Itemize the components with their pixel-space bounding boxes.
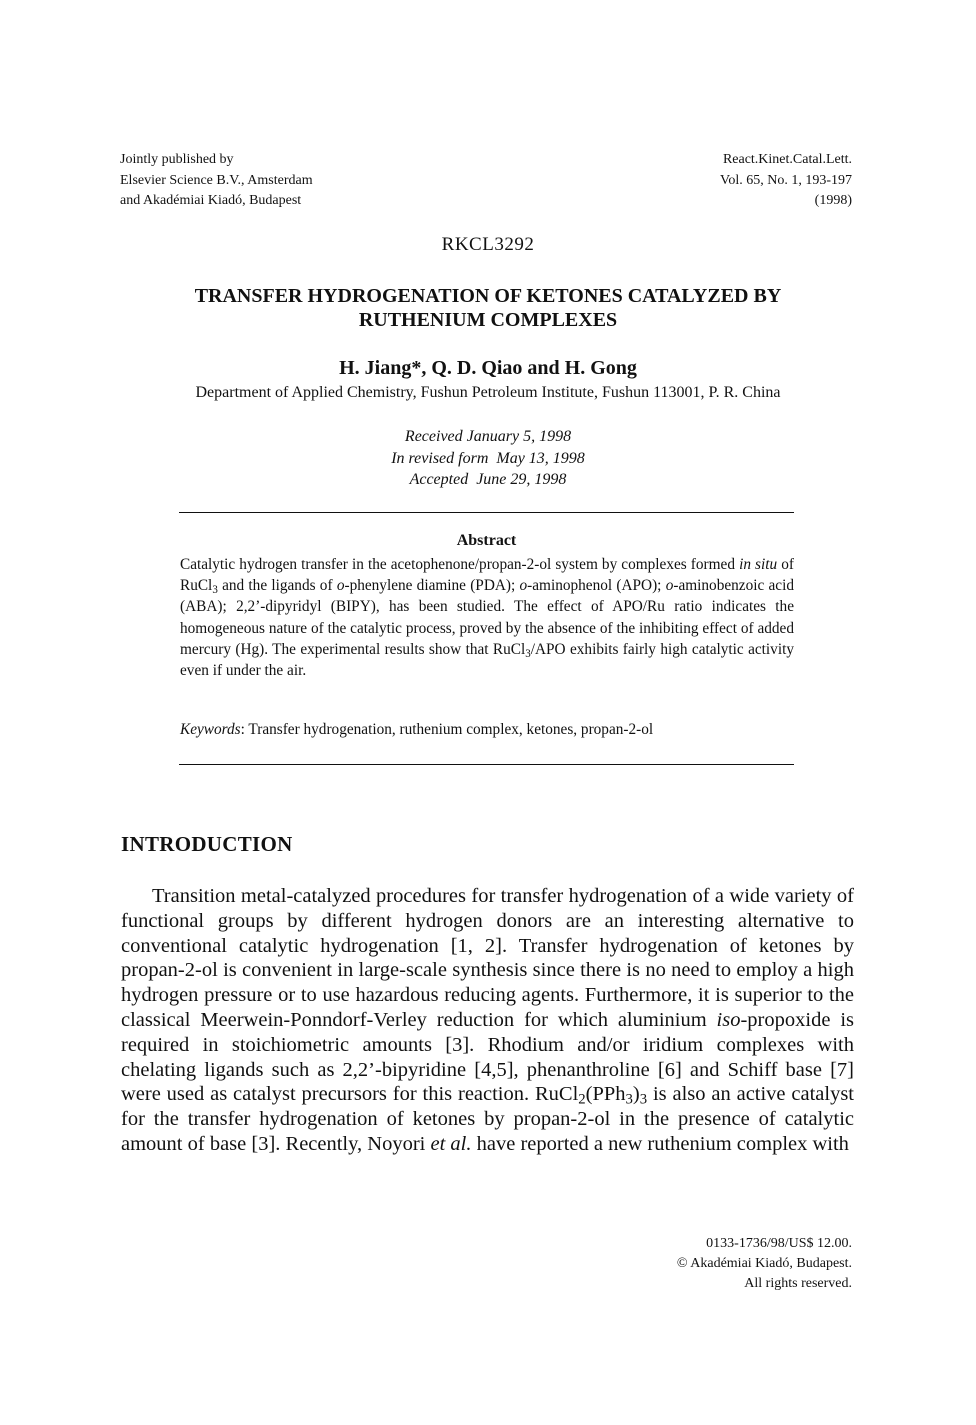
intro-run-italic: iso bbox=[716, 1008, 741, 1031]
accepted-date: Accepted June 29, 1998 bbox=[409, 471, 567, 488]
journal-line: Vol. 65, No. 1, 193-197 bbox=[720, 172, 852, 188]
submission-dates bbox=[0, 426, 976, 491]
abstract-run: /APO exhibits fairly high catalytic activity even if under the air. bbox=[180, 640, 794, 680]
abstract-run-italic: in situ bbox=[739, 556, 778, 573]
abstract-run-italic: o bbox=[519, 577, 528, 595]
footer-line: © Akadémiai Kiadó, Budapest. bbox=[676, 1256, 852, 1271]
abstract-run: and the ligands of bbox=[217, 577, 337, 595]
publisher-info bbox=[120, 150, 313, 212]
abstract-run-italic: o bbox=[665, 577, 674, 595]
introduction-paragraph bbox=[121, 884, 854, 1157]
journal-line: (1998) bbox=[814, 193, 852, 208]
intro-run: is also an active catalyst for the transfer hydrogenation of ketones by propan-2-ol in the presence of catalytic amount of base [3]. Recently, Noyori bbox=[121, 1083, 854, 1155]
title-line: TRANSFER HYDROGENATION OF KETONES CATALYZED BY bbox=[194, 285, 782, 307]
abstract-text bbox=[180, 554, 794, 681]
subscript: 3 bbox=[525, 647, 531, 660]
abstract-run: Catalytic hydrogen transfer in the acetophenone/propan-2-ol system by complexes formed bbox=[180, 556, 740, 573]
abstract-run: -aminobenzoic acid (ABA); 2,2’-dipyridyl (BIPY), has been studied. The effect of APO/Ru ratio indicates the homogeneous nature of the catalytic process, proved by the absence of the inhibiting effect of added mercury (Hg). The experimental results show that RuCl bbox=[180, 577, 794, 658]
intro-run-italic: et al. bbox=[430, 1132, 472, 1155]
abstract-run: -phenylene diamine (PDA); bbox=[344, 577, 520, 595]
divider-top bbox=[179, 512, 794, 513]
affiliation: Department of Applied Chemistry, Fushun Petroleum Institute, Fushun 113001, P. R. China bbox=[195, 384, 781, 401]
copyright-footer bbox=[677, 1234, 852, 1294]
abstract-run-italic: o bbox=[336, 577, 345, 595]
article-code: RKCL3292 bbox=[441, 234, 535, 255]
section-heading: INTRODUCTION bbox=[121, 832, 293, 856]
publisher-line: Jointly published by bbox=[120, 152, 234, 167]
footer-line: All rights reserved. bbox=[744, 1276, 852, 1291]
intro-run: Transition metal-catalyzed procedures for transfer hydrogenation of a wide variety of functional groups by different hydrogen donors are an interesting alternative to conventional catalytic hydrogenation [1, 2]. Transfer hydrogenation of ketones by propan-2-ol is convenient in large-scale synthesis since there is no need to employ a high hydrogen pressure or to use hazardous reducing agents. Furthermore, it is superior to the classical Meerwein-Ponndorf-Verley reduction for which aluminium bbox=[121, 885, 854, 1031]
received-date: Received January 5, 1998 bbox=[404, 428, 572, 445]
intro-run: -propoxide is required in stoichiometric amounts [3]. Rhodium and/or iridium complexes with chelating ligands such as 2,2’-bipyridine [4,5], phenanthroline [6] and Schiff base [7] were used as catalyst precursors for this reaction. RuCl bbox=[121, 1008, 854, 1106]
subscript: 3 bbox=[625, 1092, 633, 1109]
subscript: 2 bbox=[578, 1092, 586, 1109]
intro-run: (PPh bbox=[585, 1083, 626, 1106]
subscript: 3 bbox=[639, 1092, 648, 1109]
revised-date: In revised form May 13, 1998 bbox=[391, 449, 585, 467]
title-line: RUTHENIUM COMPLEXES bbox=[358, 309, 618, 331]
journal-line: React.Kinet.Catal.Lett. bbox=[722, 152, 852, 167]
keywords-text: : Transfer hydrogenation, ruthenium complex, ketones, propan-2-ol bbox=[240, 721, 654, 738]
article-title bbox=[120, 284, 856, 332]
subscript: 3 bbox=[212, 583, 218, 596]
footer-line: 0133-1736/98/US$ 12.00. bbox=[706, 1236, 852, 1251]
intro-run: have reported a new ruthenium complex with bbox=[471, 1132, 849, 1155]
abstract-heading: Abstract bbox=[456, 532, 517, 549]
keywords bbox=[180, 721, 794, 739]
authors: H. Jiang*, Q. D. Qiao and H. Gong bbox=[339, 357, 637, 379]
publisher-line: Elsevier Science B.V., Amsterdam bbox=[120, 172, 313, 188]
abstract-run: -aminophenol (APO); bbox=[527, 577, 666, 595]
publisher-line: and Akadémiai Kiadó, Budapest bbox=[120, 193, 302, 208]
keywords-label: Keywords bbox=[180, 721, 241, 738]
abstract-run: of RuCl bbox=[180, 556, 794, 595]
intro-run: ) bbox=[632, 1083, 640, 1106]
divider-bottom bbox=[179, 764, 794, 765]
journal-citation bbox=[720, 150, 852, 212]
